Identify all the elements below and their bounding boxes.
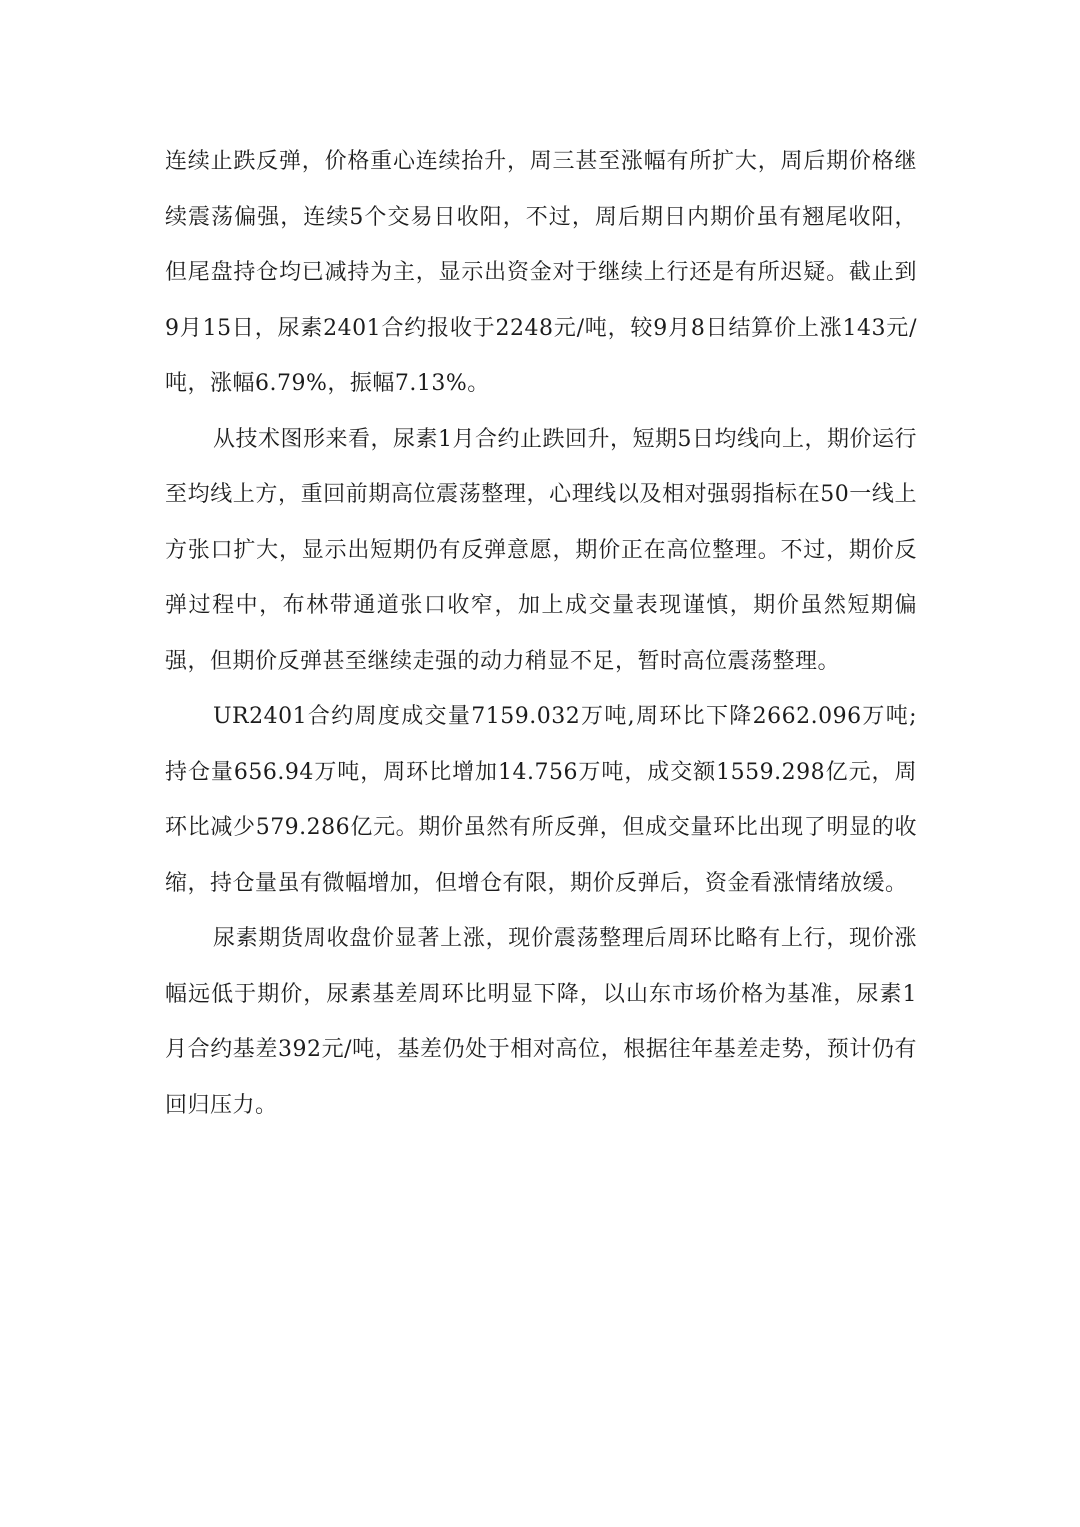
paragraph-price-review: 连续止跌反弹，价格重心连续抬升，周三甚至涨幅有所扩大，周后期价格继续震荡偏强，连续5个交易日收阳，不过，周后期日内期价虽有翘尾收阳，但尾盘持仓均已减持为主，显示出资金对于继续上行还是有所迟疑。截止到9月15日，尿素2401合约报收于2248元/吨，较9月8日结算价上涨143元/吨，涨幅6.79%，振幅7.13%。	[165, 149, 917, 396]
document-body	[165, 134, 917, 1133]
paragraph-basis: 尿素期货周收盘价显著上涨，现价震荡整理后周环比略有上行，现价涨幅远低于期价，尿素基差周环比明显下降，以山东市场价格为基准，尿素1月合约基差392元/吨，基差仍处于相对高位，根据往年基差走势，预计仍有回归压力。	[165, 926, 917, 1118]
paragraph-technical-analysis: 从技术图形来看，尿素1月合约止跌回升，短期5日均线向上，期价运行至均线上方，重回前期高位震荡整理，心理线以及相对强弱指标在50一线上方张口扩大，显示出短期仍有反弹意愿，期价正在高位整理。不过，期价反弹过程中，布林带通道张口收窄，加上成交量表现谨慎，期价虽然短期偏强，但期价反弹甚至继续走强的动力稍显不足，暂时高位震荡整理。	[165, 426, 917, 674]
paragraph-volume-position: UR2401合约周度成交量7159.032万吨,周环比下降2662.096万吨;持仓量656.94万吨，周环比增加14.756万吨，成交额1559.298亿元，周环比减少579.286亿元。期价虽然有所反弹，但成交量环比出现了明显的收缩，持仓量虽有微幅增加，但增仓有限，期价反弹后，资金看涨情绪放缓。	[165, 704, 917, 896]
